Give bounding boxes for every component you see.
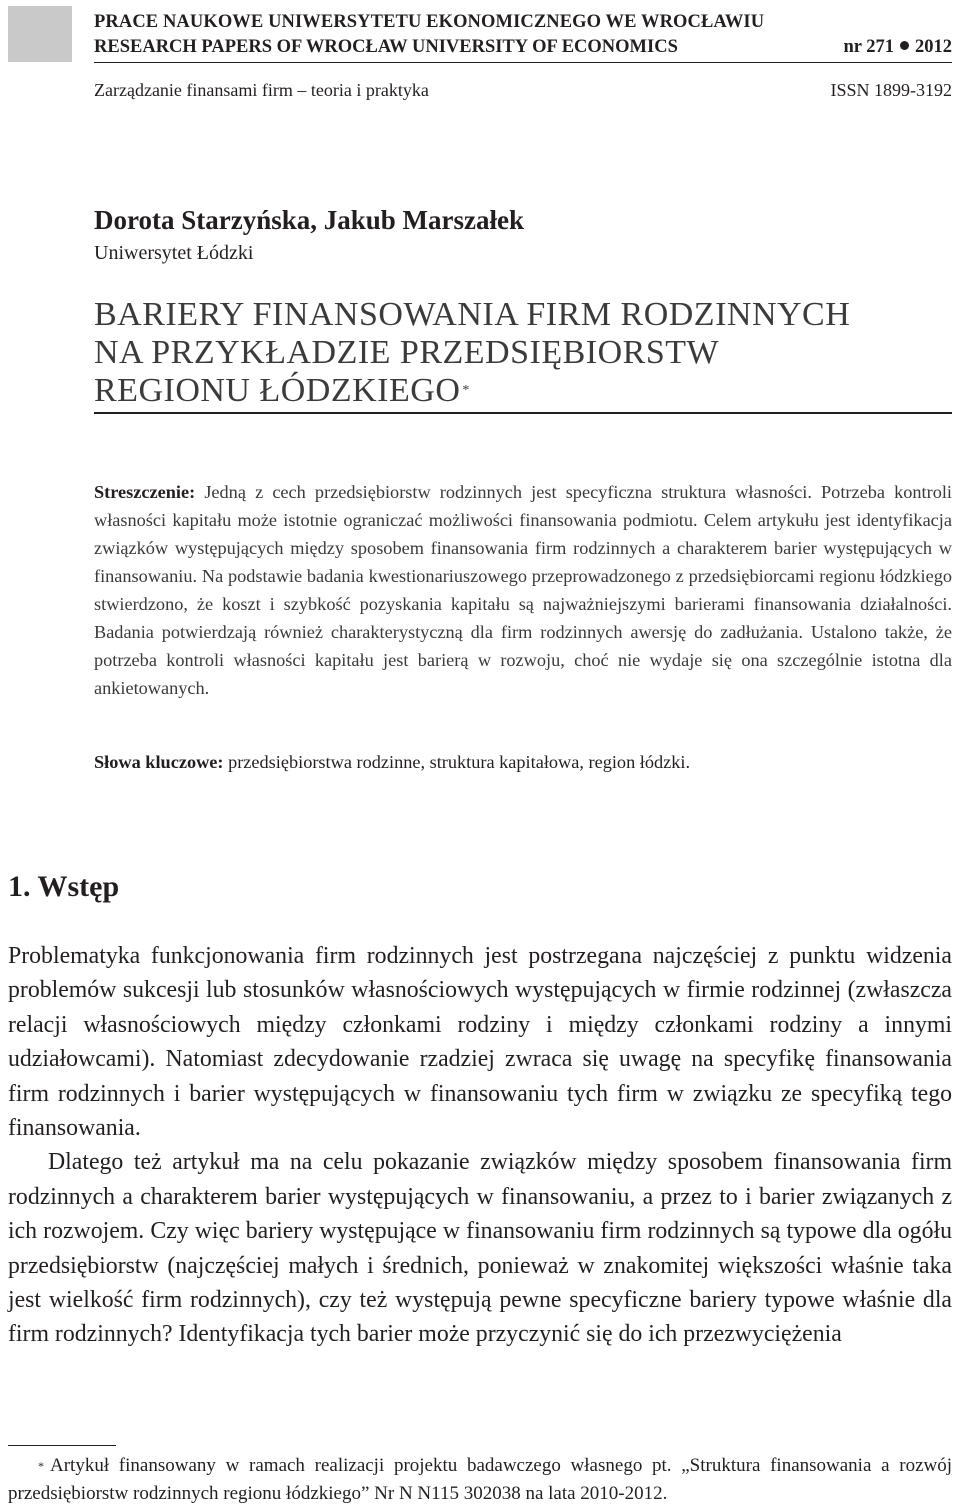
title-divider bbox=[94, 412, 952, 414]
paragraph: Problematyka funkcjonowania firm rodzinnych jest postrzegana najczęściej z punktu widzenia problemów sukcesji lub stosunków własnościowych występujących w firmie rodzinnej (zwłaszcza relacji własnościowych między członkami rodziny i między członkami rodziny a innymi udziałowcami). Natomiast zdecydowanie rzadziej zwraca się uwagę na specyfikę finansowania firm rodzinnych i barier występujących w finansowaniu tych firm w związku ze specyfiką tego finansowania. bbox=[8, 943, 952, 1142]
footnote-marker: * bbox=[38, 1459, 44, 1473]
series-title-en: RESEARCH PAPERS OF WROCŁAW UNIVERSITY OF ECONOMICS bbox=[94, 37, 678, 57]
volume-title: Zarządzanie finansami firm – teoria i praktyka bbox=[94, 80, 429, 100]
bullet-dot-icon bbox=[900, 41, 909, 50]
header-gray-block bbox=[8, 6, 72, 62]
keywords-text: przedsiębiorstwa rodzinne, struktura kapitałowa, region łódzki. bbox=[228, 752, 691, 772]
paragraph: Dlatego też artykuł ma na celu pokazanie związków między sposobem finansowania firm rodzinnych a charakterem barier występujących w finansowaniu, a przez to i barier związanych z ich rozwojem. Czy więc bariery występujące w finansowaniu firm rodzinnych są typowe dla ogółu przedsiębiorstw (najczęściej małych i średnich, ponieważ w znakomitej większości właśnie taka jest wielkość firm rodzinnych), czy też występują pewne specyficzne bariery typowe właśnie dla firm rodzinnych? Identyfikacja tych barier może przyczynić się do ich przezwyciężenia bbox=[8, 1149, 952, 1348]
body-text bbox=[8, 939, 952, 1352]
issn: ISSN 1899-3192 bbox=[830, 80, 952, 100]
issue-year: 2012 bbox=[915, 37, 952, 57]
keywords-label: Słowa kluczowe: bbox=[94, 752, 224, 772]
article-title-line-1: BARIERY FINANSOWANIA FIRM RODZINNYCH bbox=[94, 296, 851, 333]
footnote bbox=[8, 1452, 952, 1508]
article-title-line-3 bbox=[94, 372, 850, 410]
abstract bbox=[94, 478, 952, 702]
header-divider bbox=[94, 62, 952, 63]
series-title-pl: PRACE NAUKOWE UNIWERSYTETU EKONOMICZNEGO WE WROCŁAWIU bbox=[94, 12, 765, 32]
article-title-line-2: NA PRZYKŁADZIE PRZEDSIĘBIORSTW bbox=[94, 334, 720, 371]
article-title bbox=[94, 296, 850, 410]
article-affiliation: Uniwersytet Łódzki bbox=[94, 242, 254, 264]
issue-number bbox=[843, 37, 952, 58]
abstract-text: Jedną z cech przedsiębiorstw rodzinnych jest specyficzna struktura własności. Potrzeba kontroli własności kapitału może istotnie ograniczać możliwości finansowania podmiotu. Celem artykułu jest identyfikacja związków występujących między sposobem finansowania firm rodzinnych a charakterem barier występujących w finansowaniu. Na podstawie badania kwestionariuszowego przeprowadzonego z przedsiębiorcami regionu łódzkiego stwierdzono, że koszt i szybkość pozyskania kapitału są najważniejszymi barierami finansowania działalności. Badania potwierdzają również charakterystyczną dla firm rodzinnych awersję do zadłużania. Ustalono także, że potrzeba kontroli własności kapitału jest barierą w rozwoju, choć nie wydaje się ona szczególnie istotna dla ankietowanych. bbox=[94, 482, 952, 698]
article-title-line-3-text: REGIONU ŁÓDZKIEGO bbox=[94, 372, 461, 409]
keywords bbox=[94, 748, 952, 776]
footnote-divider bbox=[8, 1445, 116, 1446]
section-heading: 1. Wstęp bbox=[8, 870, 120, 903]
footnote-marker[interactable]: * bbox=[462, 383, 470, 398]
article-authors: Dorota Starzyńska, Jakub Marszałek bbox=[94, 205, 525, 235]
issue-no: nr 271 bbox=[843, 37, 894, 57]
footnote-text: Artykuł finansowany w ramach realizacji projektu badawczego własnego pt. „Struktura finansowania a rozwój przedsiębiorstw rodzinnych regionu łódzkiego” Nr N N115 302038 na lata 2010-2012. bbox=[8, 1455, 952, 1504]
abstract-label: Streszczenie: bbox=[94, 482, 196, 502]
